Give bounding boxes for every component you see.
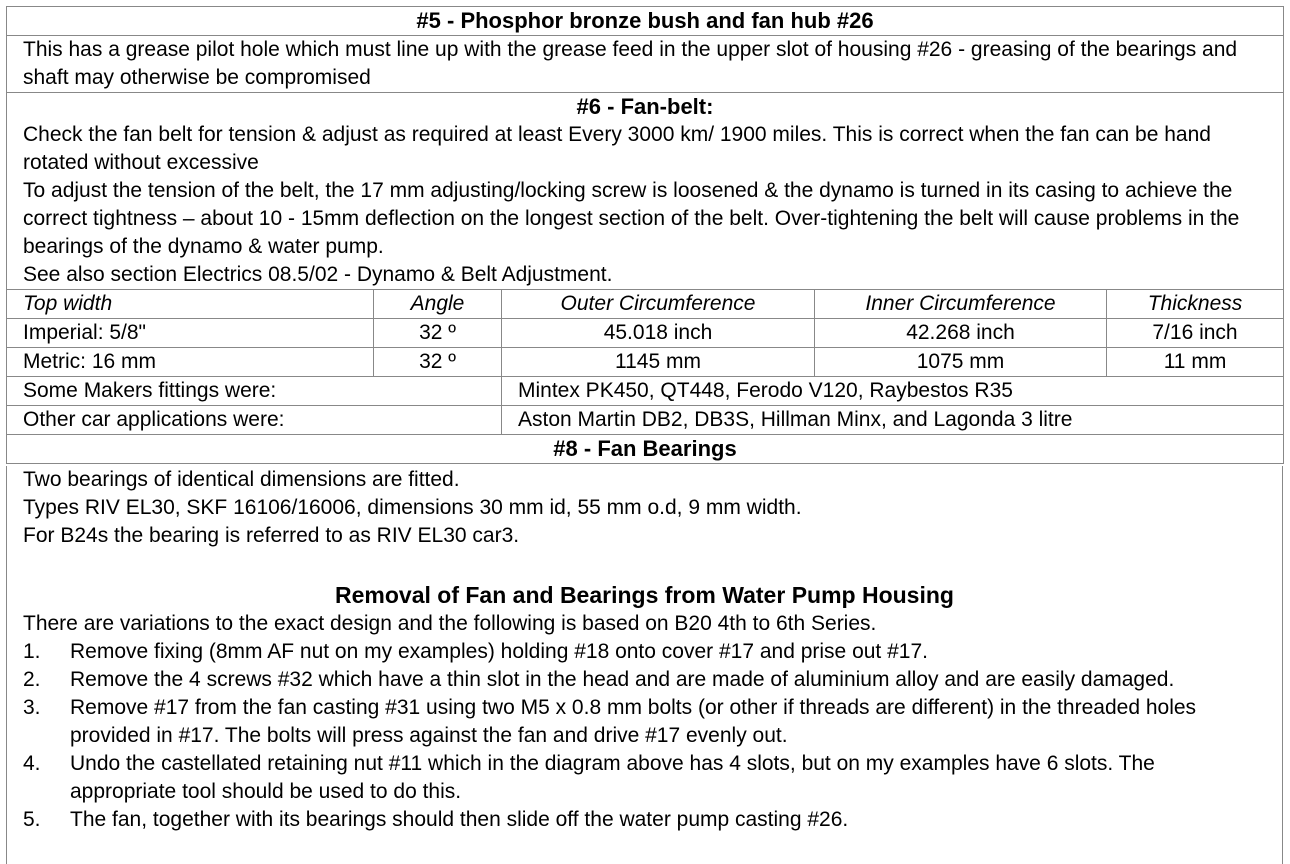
spec-table: [6, 6, 1284, 464]
step-text: Remove the 4 screws #32 which have a thin slot in the head and are made of aluminium alloy and are easily damaged.: [70, 668, 1175, 691]
table-row: [7, 319, 1284, 348]
column-header: Angle: [374, 290, 502, 319]
list-item: [23, 750, 1266, 806]
table-cell: 45.018 inch: [502, 319, 815, 348]
table-cell: 11 mm: [1107, 348, 1284, 377]
removal-intro: There are variations to the exact design and the following is based on B20 4th to 6th Series.: [23, 612, 877, 635]
table-cell: 32 º: [374, 319, 502, 348]
table-cell: 1075 mm: [815, 348, 1107, 377]
document-page: [6, 6, 1283, 831]
makers-value: Mintex PK450, QT448, Ferodo V120, Raybestos R35: [502, 377, 1284, 406]
table-cell: 7/16 inch: [1107, 319, 1284, 348]
table-cell: 32 º: [374, 348, 502, 377]
step-number: 2.: [23, 668, 41, 691]
column-header: Thickness: [1107, 290, 1284, 319]
step-number: 4.: [23, 752, 41, 775]
removal-steps: [23, 638, 1266, 834]
section5-heading: #5 - Phosphor bronze bush and fan hub #26: [7, 7, 1284, 36]
applications-label: Other car applications were:: [7, 406, 502, 435]
list-item: [23, 806, 1266, 834]
makers-row: [7, 377, 1284, 406]
column-header: Inner Circumference: [815, 290, 1107, 319]
section6-paragraph: See also section Electrics 08.5/02 - Dynamo & Belt Adjustment.: [23, 263, 613, 286]
applications-value: Aston Martin DB2, DB3S, Hillman Minx, and Lagonda 3 litre: [502, 406, 1284, 435]
table-cell: Imperial: 5/8": [7, 319, 374, 348]
step-text: Remove #17 from the fan casting #31 using two M5 x 0.8 mm bolts (or other if threads are different) in the threaded holes provided in #17. The bolts will press against the fan and drive #17 evenly out.: [70, 696, 1197, 747]
list-item: [23, 694, 1266, 750]
list-item: [23, 638, 1266, 666]
table-cell: Metric: 16 mm: [7, 348, 374, 377]
makers-label: Some Makers fittings were:: [7, 377, 502, 406]
step-text: Remove fixing (8mm AF nut on my examples) holding #18 onto cover #17 and prise out #17.: [70, 640, 928, 663]
section6-heading: #6 - Fan-belt:: [576, 94, 714, 119]
applications-row: [7, 406, 1284, 435]
column-header: Outer Circumference: [502, 290, 815, 319]
section6-body: [7, 93, 1284, 290]
removal-heading: Removal of Fan and Bearings from Water Pump Housing: [335, 582, 954, 608]
section5-text: This has a grease pilot hole which must line up with the grease feed in the upper slot of housing #26 - greasing of the bearings and shaft may otherwise be compromised: [7, 36, 1284, 93]
bearing-line: Types RIV EL30, SKF 16106/16006, dimensions 30 mm id, 55 mm o.d, 9 mm width.: [23, 496, 802, 519]
table-cell: 1145 mm: [502, 348, 815, 377]
step-number: 5.: [23, 808, 41, 831]
list-item: [23, 666, 1266, 694]
section8-body: [6, 466, 1283, 864]
section8-heading: #8 - Fan Bearings: [7, 435, 1284, 464]
spacer: [23, 550, 1266, 578]
table-cell: 42.268 inch: [815, 319, 1107, 348]
section6-paragraph: To adjust the tension of the belt, the 17 mm adjusting/locking screw is loosened & the dynamo is turned in its casing to achieve the correct tightness – about 10 - 15mm deflection on the longest section of the belt. Over-tightening the belt will cause problems in the bearings of the dynamo & water pump.: [23, 179, 1240, 258]
column-header: Top width: [7, 290, 374, 319]
section6-paragraph: Check the fan belt for tension & adjust as required at least Every 3000 km/ 1900 miles. This is correct when the fan can be hand rotated without excessive: [23, 123, 1211, 174]
table-row: [7, 348, 1284, 377]
bearing-line: Two bearings of identical dimensions are fitted.: [23, 468, 460, 491]
belt-table-header-row: [7, 290, 1284, 319]
bearing-line: For B24s the bearing is referred to as RIV EL30 car3.: [23, 524, 520, 547]
step-number: 3.: [23, 696, 41, 719]
step-text: The fan, together with its bearings should then slide off the water pump casting #26.: [70, 808, 849, 831]
step-text: Undo the castellated retaining nut #11 which in the diagram above has 4 slots, but on my examples have 6 slots. The appropriate tool should be used to do this.: [70, 752, 1155, 803]
step-number: 1.: [23, 640, 41, 663]
